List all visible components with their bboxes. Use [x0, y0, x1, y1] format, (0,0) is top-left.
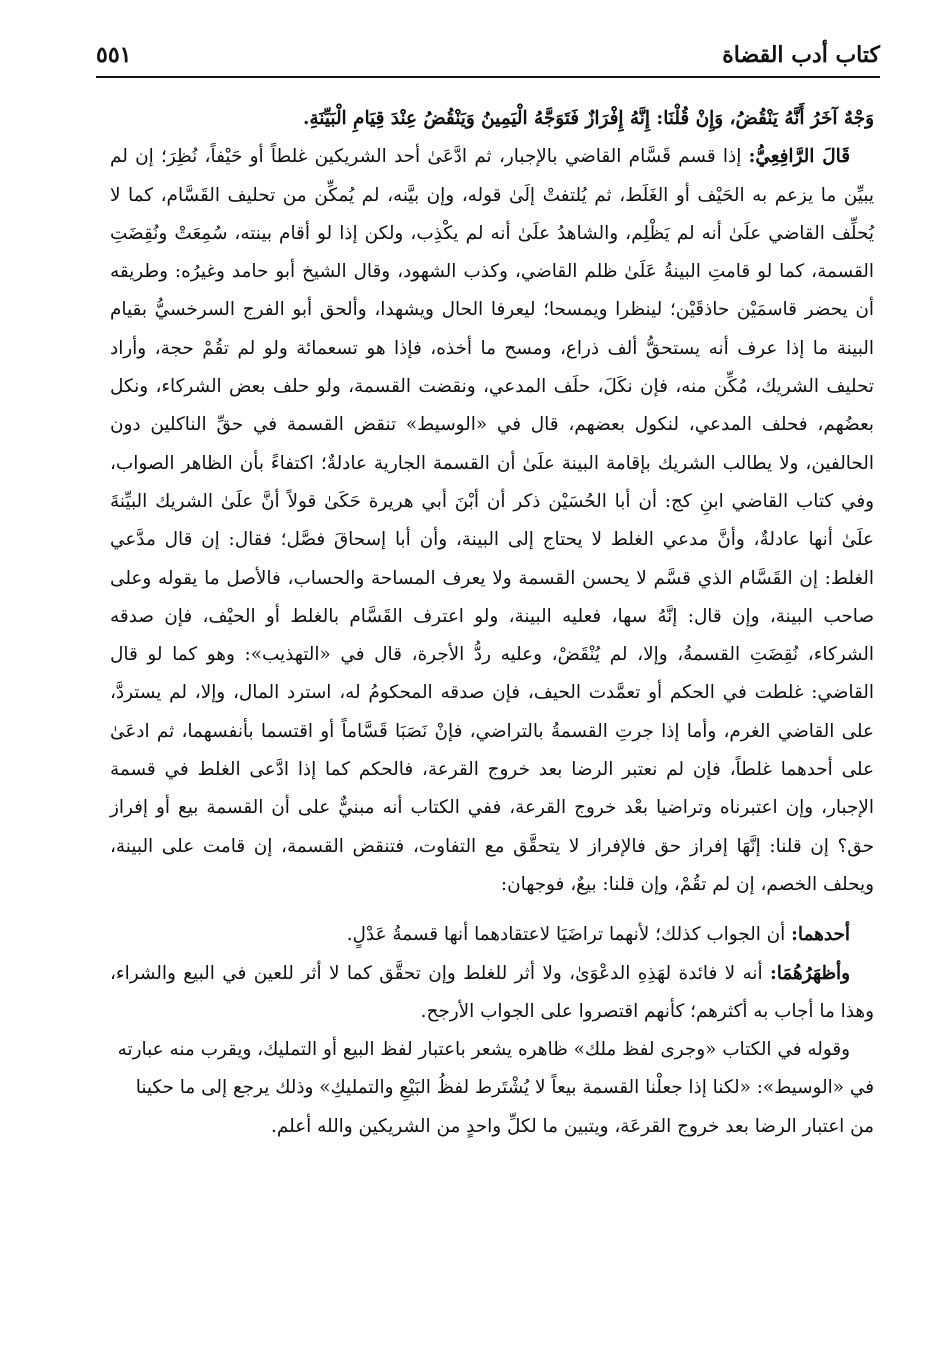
paragraph-text: إذا قسم قَسَّام القاضي بالإجبار، ثم ادَّعَىٰ أحد الشريكين غلطاً أو حَيْفاً، نُظِرَ؛ إن لم يبيِّن ما يزعم به الحَيْف أو الغَلَط، ثم يُلتفتْ إلَىٰ قوله، وإن بيَّنه، لم يُمكِّن من تحليف القَسَّام، كما لا يُحلِّف القاضي علَىٰ أنه لم يَظْلِم، والشاهدُ علَىٰ أنه لم يكْذِب، ولكن إذا لو أقام بينته، سُمِعَتْ ونُقِضَتِ القسمة، كما لو قامتِ البينةُ عَلَىٰ ظلم القاضي، وكذب الشهود، وقال الشيخ أبو حامد وغيرُه: وطريقه أن يحضر قاسمَيْن حاذقَيْن؛ لينظرا ويمسحا؛ ليعرفا الحال ويشهدا، وألحق أبو الفرج السرخسيُّ بقيام البينة ما إذا عرف أنه يستحقُّ ألف ذراع، ومسح ما أخذه، فإذا هو تسعمائة ولو لم تقُمْ حجة، وأراد تحليف الشريك، مُكِّن منه، فإن نكَلَ، حلَف المدعي، ونقضت القسمة، ولو حلف بعض الشركاء، ونكل بعضُهم، فحلف المدعي، لنكول بعضهم، قال في «الوسيط» تنقض القسمة في حقِّ الناكلين دون الحالفين، ولا يطالب الشريك بإقامة البينة علَىٰ أن القسمة الجارية عادلةٌ؛ اكتفاءً بأن الظاهر الصواب، وفي كتاب القاضي ابنِ كج: أن أبا الحُسَيْن ذكر أن أبْنَ أبي هريرة حَكَىٰ قولاً أنَّ علَىٰ الشريك البيِّنةَ علَىٰ أنها عادلةٌ، وأنَّ مدعي الغلط لا يحتاج إلى البينة، وأن أبا إسحاقَ فصَّل؛ فقال: إن قال مدَّعي الغلط: إن القَسَّام الذي قسَّم لا يحسن القسمة ولا يعرف المساحة والحساب، فالأصل ما يقوله وعلى صاحب البينة، وإن قال: إنَّهُ سها، فعليه البينة، ولو اعترف القَسَّام بالغلط أو الحيْف، فإن صدقه الشركاء، نُقِضَتِ القسمةُ، وإلا، لم يُنْقَضْ، وعليه ردُّ الأجرة، قال في «التهذيب»: وهو كما لو قال القاضي: غلطت في الحكم أو تعمَّدت الحيف، فإن صدقه المحكومُ له، استرد المال، وإلا، لم يستردَّ، على القاضي الغرم، وأما إذا جرتِ القسمةُ بالتراضي، فإنْ نَصَبَا قَسَّاماً أو اقتسما بأنفسهما، ثم ادعَىٰ على أحدهما غلطاً، فإن لم نعتبر الرضا بعد خروج القرعة، فالحكم كما إذا ادَّعى الغلط في قسمة الإجبار، وإن اعتبرناه وتراضيا بعْد خروج القرعة، ففي الكتاب أنه مبنيٌّ على أن القسمة بيع أو إفراز حق؟ إن قلنا: إنَّهَا إفراز حق فالإفراز لا يتحقَّق مع التفاوت، فتنقض القسمة، إن قامت على البينة، ويحلف الخصم، إن لم تقُمْ، وإن قلنا: بيعٌ، فوجهان: — [110, 146, 875, 895]
book-title: كتاب أدب القضاة — [722, 42, 880, 68]
page-number: ٥٥١ — [96, 42, 132, 68]
header-rule — [96, 76, 880, 78]
paragraph-opening — [110, 100, 874, 138]
paragraph-text: وقوله في الكتاب «وجرى لفظ ملك» ظاهره يشعر باعتبار لفظ البيع أو التمليك، ويقرب منه عبارته في «الوسيط»: «لكنا إذا جعلْنا القسمة بيعاً لا يُشْتَرط لفظُ البَيْعِ والتمليكِ» وذلك يرجع إلى ما حكينا من اعتبار الرضا بعد خروج القرعَة، ويتبين ما لكلِّ واحدٍ من الشريكين والله أعلم. — [117, 1039, 874, 1137]
paragraph-first-view — [110, 916, 874, 954]
paragraph-text: أنه لا فائدة لهَذِهِ الدعْوَىٰ، ولا أثر للغلط وإن تحقَّق كما لا أثر للعين في البيع والشراء، وهذا ما أجاب به أكثرهم؛ كأنهم اقتصروا على الجواب الأرجح. — [110, 962, 874, 1022]
paragraph-second-view — [110, 955, 874, 1032]
running-header — [96, 28, 880, 68]
paragraph-closing — [110, 1031, 874, 1146]
term-label: وأظهَرُهُمَا: — [770, 962, 850, 984]
body-text — [110, 100, 874, 1146]
paragraph-text: أن الجواب كذلك؛ لأنهما تراضَيَا لاعتقادهما أنها قسمةُ عَدْلٍ. — [346, 924, 792, 946]
paragraph-text: وَجْهٌ آخَرُ أَنَّهُ يَنْقُضُ، وَإِنْ قُلْنَا: إِنَّهُ إِفْرَازٌ فَتَوَجَّهُ الْيَمِينُ وَيَنْقُضُ عِنْدَ قِيَامِ الْبَيِّنَةِ. — [303, 108, 874, 129]
paragraph-rafii — [110, 138, 874, 904]
term-label: أحدهما: — [791, 924, 850, 946]
speaker-label: قَالَ الرَّافِعِيُّ: — [748, 146, 850, 168]
paragraph-gap — [110, 904, 874, 916]
